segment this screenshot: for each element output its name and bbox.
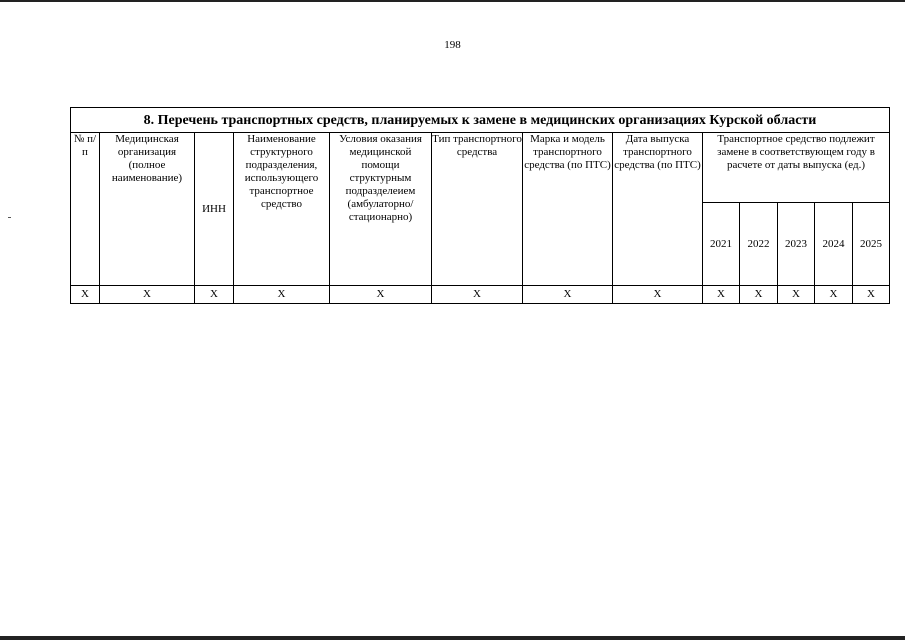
header-year-2024: 2024 <box>815 203 853 286</box>
cell-model: Х <box>523 286 613 304</box>
scan-edge-bottom <box>0 636 905 640</box>
cell-year-2025: Х <box>853 286 890 304</box>
header-num: № п/п <box>71 133 100 286</box>
header-organization: Медицинская организация (полное наименование) <box>100 133 195 286</box>
table-title: 8. Перечень транспортных средств, планируемых к замене в медицинских организациях Курской области <box>71 108 890 133</box>
cell-inn: Х <box>195 286 234 304</box>
header-year-2025: 2025 <box>853 203 890 286</box>
header-replacement-group: Транспортное средство подлежит замене в соответствующем году в расчете от даты выпуска (ед.) <box>703 133 890 203</box>
cell-organization: Х <box>100 286 195 304</box>
header-vehicle-type: Тип транспортного средства <box>432 133 523 286</box>
header-model: Марка и модель транспортного средства (по ПТС) <box>523 133 613 286</box>
header-unit: Наименование структурного подразделения, использующего транспортное средство <box>234 133 330 286</box>
cell-conditions: Х <box>330 286 432 304</box>
cell-year-2023: Х <box>778 286 815 304</box>
header-release-date: Дата выпуска транспортного средства (по ПТС) <box>613 133 703 286</box>
header-year-2021: 2021 <box>703 203 740 286</box>
header-inn: ИНН <box>195 133 234 286</box>
header-year-2022: 2022 <box>740 203 778 286</box>
cell-year-2024: Х <box>815 286 853 304</box>
table-row <box>71 286 890 304</box>
header-conditions: Условия оказания медицинской помощи структурным подразделеием (амбулаторно/ стационарно) <box>330 133 432 286</box>
scan-mark <box>8 217 11 218</box>
header-year-2023: 2023 <box>778 203 815 286</box>
cell-year-2021: Х <box>703 286 740 304</box>
cell-year-2022: Х <box>740 286 778 304</box>
cell-num: Х <box>71 286 100 304</box>
scan-edge-top <box>0 0 905 2</box>
cell-vehicle-type: Х <box>432 286 523 304</box>
transport-replacement-table <box>70 107 890 304</box>
cell-unit: Х <box>234 286 330 304</box>
cell-release-date: Х <box>613 286 703 304</box>
page-number: 198 <box>444 39 461 51</box>
